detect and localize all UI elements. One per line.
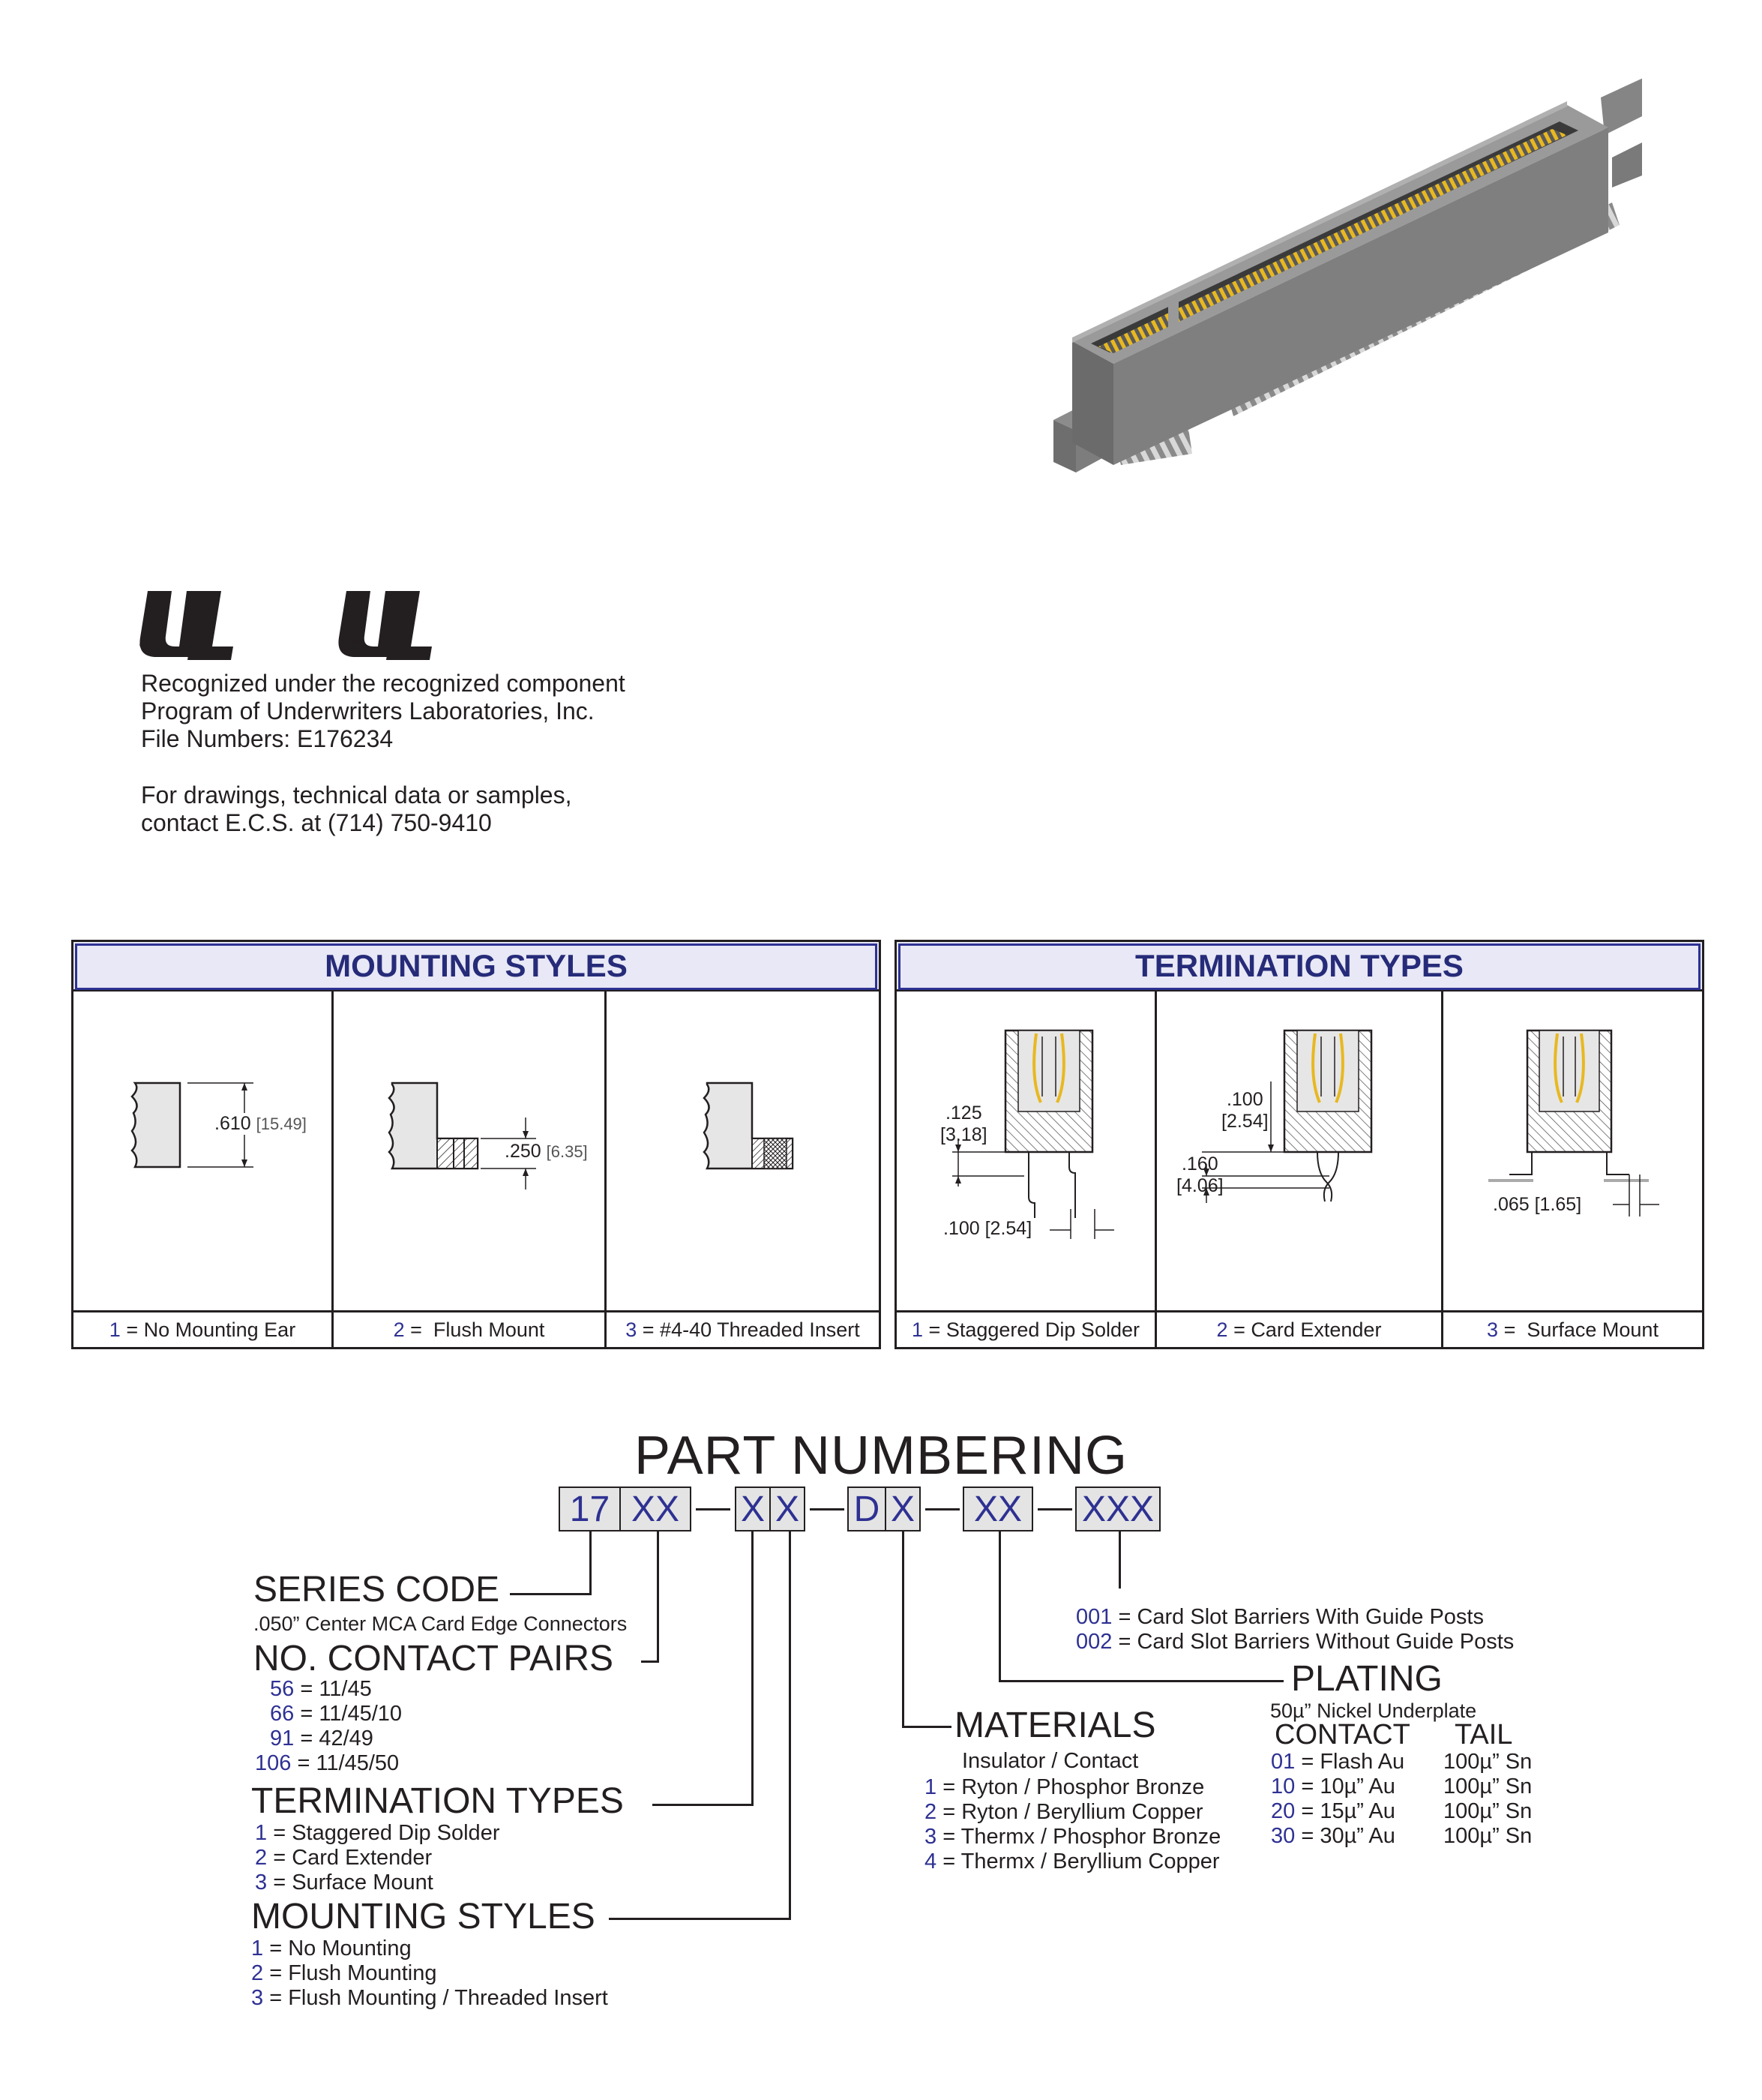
caption-number: 3 xyxy=(1487,1318,1499,1341)
leader-mount-v xyxy=(789,1532,791,1920)
mounting-item: 3 = Flush Mounting / Threaded Insert xyxy=(251,1986,608,2010)
dim-160-label xyxy=(1176,1154,1224,1197)
barriers-list xyxy=(1076,1605,1514,1654)
termination-types-header xyxy=(897,942,1702,992)
mounting-style-cell-1 xyxy=(73,992,331,1347)
plating-contact-col-header: CONTACT xyxy=(1275,1719,1410,1750)
ul-file-numbers: File Numbers: E176234 xyxy=(141,725,394,752)
termination-type-cell-1 xyxy=(897,992,1155,1347)
caption-text: = Staggered Dip Solder xyxy=(923,1318,1140,1341)
plating-item: 30 = 30µ” Au xyxy=(1271,1824,1395,1848)
caption-number: 2 xyxy=(393,1318,405,1341)
mounting-item: 1 = No Mounting xyxy=(251,1936,412,1960)
connector-product-image xyxy=(1042,75,1642,495)
barriers-item: 002 = Card Slot Barriers Without Guide Posts xyxy=(1076,1630,1515,1654)
pn-dash xyxy=(696,1508,730,1510)
contact-pairs-item: 91 = 42/49 xyxy=(270,1726,373,1750)
contact-pairs-item: 56 = 11/45 xyxy=(270,1677,372,1701)
caption-text: = Card Extender xyxy=(1227,1318,1382,1341)
pn-box-mounting: X xyxy=(769,1486,805,1532)
leader-plating-h xyxy=(999,1680,1284,1682)
dim-610: .610 xyxy=(214,1113,251,1134)
materials-item: 4 = Thermx / Beryllium Copper xyxy=(924,1850,1220,1874)
contact-pairs-heading: NO. CONTACT PAIRS xyxy=(253,1639,614,1678)
leader-series-h xyxy=(510,1593,592,1595)
plating-tail-item: 100µ” Sn xyxy=(1443,1824,1533,1848)
pn-box-materials: X xyxy=(885,1486,921,1532)
termination-type-caption-2 xyxy=(1157,1310,1441,1347)
card-extender-drawing xyxy=(1157,992,1443,1314)
leader-term-v xyxy=(751,1532,754,1806)
dim-610-mm: [15.49] xyxy=(256,1114,307,1133)
pn-box-d: D xyxy=(847,1486,886,1532)
dim-065-label: .065 [1.65] xyxy=(1493,1194,1582,1215)
leader-mat-v xyxy=(902,1532,904,1728)
leader-series-v xyxy=(589,1532,592,1595)
dim-160-mm: [4.06] xyxy=(1176,1175,1224,1196)
mounting-styles-header xyxy=(73,942,879,992)
caption-number: 3 xyxy=(625,1318,637,1341)
part-numbering-title: PART NUMBERING xyxy=(634,1426,1128,1486)
series-code-heading: SERIES CODE xyxy=(253,1570,500,1610)
termination-type-caption-1 xyxy=(897,1310,1155,1347)
ul-recognized-mark-icon xyxy=(139,591,233,660)
termination-types-title: TERMINATION TYPES xyxy=(1135,947,1464,983)
mounting-style-caption-3 xyxy=(607,1310,879,1347)
termination-type-caption-3 xyxy=(1443,1310,1702,1347)
dim-250: .250 xyxy=(505,1141,541,1162)
materials-subheading: Insulator / Contact xyxy=(962,1749,1139,1773)
termination-item: 1 = Staggered Dip Solder xyxy=(255,1821,500,1845)
pn-dash xyxy=(810,1508,844,1510)
contact-pairs-list xyxy=(255,1677,405,1776)
materials-list xyxy=(924,1775,1221,1874)
leader-plating-v xyxy=(999,1532,1001,1682)
dim-125-mm: [3.18] xyxy=(940,1124,987,1145)
dim-100-label xyxy=(1221,1089,1269,1132)
termination-types-heading: TERMINATION TYPES xyxy=(251,1781,624,1821)
mounting-item: 2 = Flush Mounting xyxy=(251,1961,437,1985)
mounting-styles-heading: MOUNTING STYLES xyxy=(251,1897,595,1936)
plating-item: 10 = 10µ” Au xyxy=(1271,1774,1395,1798)
termination-types-table xyxy=(894,940,1704,1349)
termination-types-list xyxy=(255,1821,499,1895)
plating-item: 20 = 15µ” Au xyxy=(1271,1799,1395,1823)
dim-125: .125 xyxy=(945,1102,982,1124)
contact-line-1: For drawings, technical data or samples, xyxy=(141,782,572,808)
plating-tail-item: 100µ” Sn xyxy=(1443,1774,1533,1798)
plating-tail-item: 100µ” Sn xyxy=(1443,1799,1533,1823)
mounting-style-caption-2 xyxy=(334,1310,604,1347)
barriers-item: 001 = Card Slot Barriers With Guide Posts xyxy=(1076,1605,1484,1629)
dim-250-mm: [6.35] xyxy=(546,1142,588,1161)
dim-125-label xyxy=(940,1102,987,1146)
series-code-desc: .050” Center MCA Card Edge Connectors xyxy=(253,1612,628,1635)
caption-text: = Surface Mount xyxy=(1498,1318,1659,1341)
materials-item: 3 = Thermx / Phosphor Bronze xyxy=(924,1825,1221,1849)
materials-heading: MATERIALS xyxy=(954,1706,1156,1745)
canada-mark: C xyxy=(341,625,357,648)
pn-box-termination: X xyxy=(735,1486,771,1532)
termination-type-cell-2 xyxy=(1155,992,1441,1347)
caption-text: = #4-40 Threaded Insert xyxy=(637,1318,860,1341)
leader-mount-h xyxy=(609,1918,791,1920)
pn-box-contact-pairs: XX xyxy=(619,1486,691,1532)
pn-box-barriers: XXX xyxy=(1075,1486,1161,1532)
dim-100: .100 xyxy=(1226,1089,1263,1110)
termination-item: 3 = Surface Mount xyxy=(255,1870,433,1894)
dim-100-mm: [2.54] xyxy=(1221,1111,1269,1132)
mounting-styles-title: MOUNTING STYLES xyxy=(325,947,628,983)
leader-mat-h xyxy=(902,1726,951,1728)
leader-pairs-v xyxy=(657,1532,659,1663)
materials-item: 1 = Ryton / Phosphor Bronze xyxy=(924,1775,1205,1799)
mounting-style-cell-3 xyxy=(604,992,879,1347)
mounting-styles-table xyxy=(71,940,881,1349)
leader-pairs-h xyxy=(641,1660,659,1663)
plating-item: 01 = Flash Au xyxy=(1271,1750,1405,1774)
mounting-style-cell-2 xyxy=(331,992,604,1347)
no-mounting-ear-drawing xyxy=(73,992,331,1314)
mounting-style-caption-1 xyxy=(73,1310,331,1347)
leader-barriers-v xyxy=(1119,1532,1121,1588)
caption-text: = Flush Mount xyxy=(404,1318,545,1341)
caption-number: 1 xyxy=(912,1318,924,1341)
caption-text: = No Mounting Ear xyxy=(120,1318,296,1341)
contact-pairs-item: 66 = 11/45/10 xyxy=(270,1702,403,1726)
pn-dash xyxy=(1038,1508,1072,1510)
pn-box-plating: XX xyxy=(963,1486,1033,1532)
plating-tail-item: 100µ” Sn xyxy=(1443,1750,1533,1774)
plating-tail-list xyxy=(1443,1750,1532,1849)
dim-160: .160 xyxy=(1181,1154,1218,1174)
leader-term-h xyxy=(652,1804,754,1806)
staggered-dip-solder-drawing xyxy=(897,992,1155,1314)
plating-contact-list xyxy=(1271,1750,1404,1849)
registered-mark: ® xyxy=(139,638,150,652)
plating-subheading: 50µ” Nickel Underplate xyxy=(1270,1700,1477,1722)
caption-number: 1 xyxy=(109,1318,121,1341)
dim-100-label: .100 [2.54] xyxy=(943,1218,1032,1239)
contact-pairs-item: 106 = 11/45/50 xyxy=(255,1751,400,1775)
ul-recognized-logos xyxy=(139,585,484,660)
plating-tail-col-header: TAIL xyxy=(1455,1719,1513,1750)
pn-dash xyxy=(925,1508,960,1510)
materials-item: 2 = Ryton / Beryllium Copper xyxy=(924,1800,1203,1824)
threaded-insert-drawing xyxy=(607,992,881,1314)
ul-recognition-line-2: Program of Underwriters Laboratories, Inc. xyxy=(141,698,595,724)
registered-mark-2: ® xyxy=(352,638,363,652)
ul-recognition-line-1: Recognized under the recognized component xyxy=(141,670,625,697)
termination-item: 2 = Card Extender xyxy=(255,1846,433,1870)
termination-type-cell-3 xyxy=(1441,992,1702,1347)
caption-number: 2 xyxy=(1216,1318,1228,1341)
pn-box-series: 17 xyxy=(559,1486,621,1532)
plating-heading: PLATING xyxy=(1291,1659,1443,1699)
contact-line-2: contact E.C.S. at (714) 750-9410 xyxy=(141,809,492,836)
mounting-styles-list xyxy=(251,1936,608,2011)
surface-mount-drawing xyxy=(1443,992,1704,1314)
